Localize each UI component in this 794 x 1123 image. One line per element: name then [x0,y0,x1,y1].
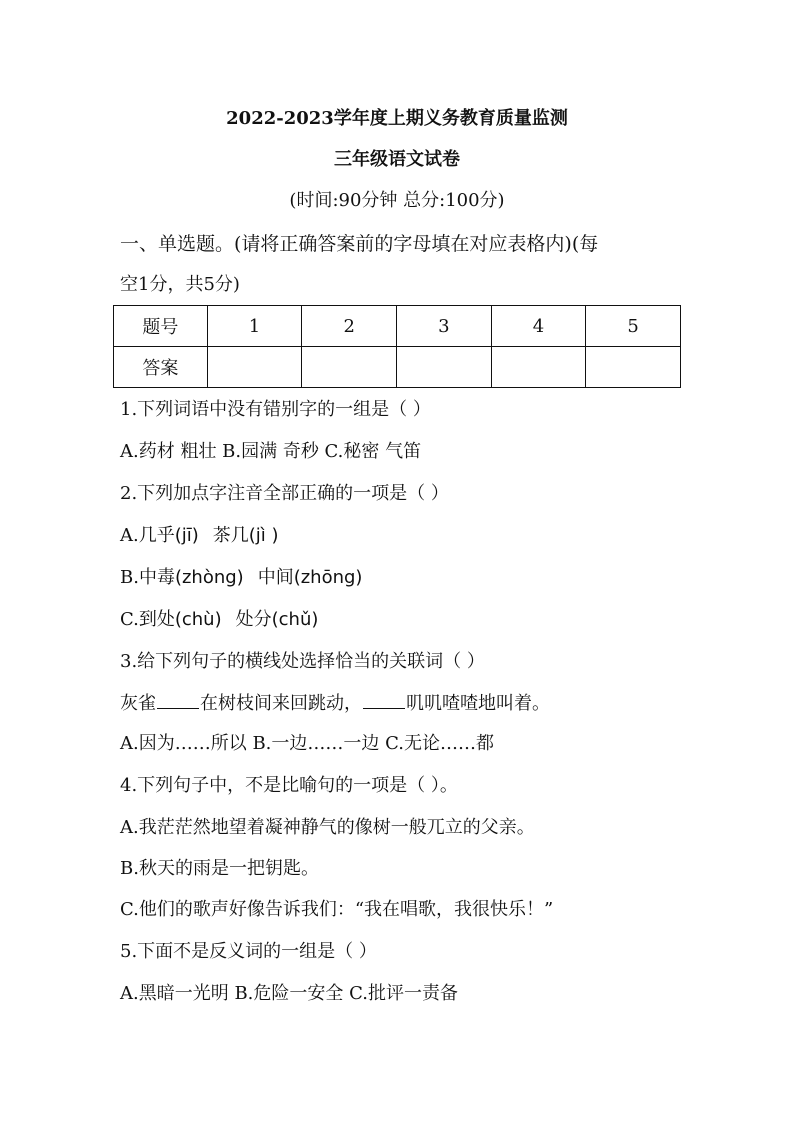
q2-stem: 2.下列加点字注音全部正确的一项是（ ） [120,483,449,504]
fill-blank[interactable] [157,690,199,709]
q3-sentence [120,690,690,716]
q1-options: A.药材 粗壮 B.园满 奇秒 C.秘密 气笛 [120,441,422,462]
question-number-cell: 4 [491,306,586,347]
pinyin: (zhòng) [174,567,244,588]
option-text: A.几乎 [120,525,175,546]
answer-cell[interactable] [586,347,681,388]
question-number-cell: 2 [302,306,397,347]
option-text: B.中毒 [120,567,175,588]
pinyin: (chǔ) [271,609,319,630]
question-number-cell: 3 [397,306,492,347]
option-text: 处分 [235,609,272,630]
exam-subtitle: 三年级语文试卷 [334,149,460,170]
sentence-text: 灰雀 [120,693,156,714]
table-row-label: 题号 [114,306,208,347]
answer-table [113,305,681,388]
answer-cell[interactable] [302,347,397,388]
question-number-cell: 5 [586,306,681,347]
pinyin: (jī) [174,525,199,546]
q2-option-b [120,566,690,590]
option-text: 中间 [257,567,294,588]
q2-option-c [120,608,690,632]
exam-info: (时间:90分钟 总分:100分) [289,190,505,211]
question-number-cell: 1 [207,306,302,347]
section-heading-line1: 一、单选题。(请将正确答案前的字母填在对应表格内)(每 [120,233,599,255]
q4-option-b: B.秋天的雨是一把钥匙。 [120,858,319,879]
table-row-label: 答案 [114,347,208,388]
section-heading-line2: 空1分，共5分) [120,274,240,295]
sentence-text: 在树枝间来回跳动， [200,693,362,714]
q5-options: A.黑暗一光明 B.危险一安全 C.批评一责备 [120,983,458,1004]
fill-blank[interactable] [363,690,405,709]
q1-stem: 1.下列词语中没有错别字的一组是（ ） [120,399,431,420]
q4-option-c: C.他们的歌声好像告诉我们：“我在唱歌，我很快乐！” [120,899,554,920]
q3-options: A.因为……所以 B.一边……一边 C.无论……都 [120,733,494,754]
q5-stem: 5.下面不是反义词的一组是（ ） [120,941,377,962]
table-row [114,306,681,347]
exam-title: 2022-2023学年度上期义务教育质量监测 [226,108,568,129]
q4-option-a: A.我茫茫然地望着凝神静气的像树一般兀立的父亲。 [120,817,535,838]
table-row [114,347,681,388]
q4-stem: 4.下列句子中，不是比喻句的一项是（ ）。 [120,775,458,796]
answer-cell[interactable] [207,347,302,388]
pinyin: (jì ) [248,525,279,546]
option-text: C.到处 [120,609,175,630]
q2-option-a [120,524,690,548]
q3-stem: 3.给下列句子的横线处选择恰当的关联词（ ） [120,651,485,672]
pinyin: (chù) [174,609,222,630]
answer-cell[interactable] [397,347,492,388]
answer-cell[interactable] [491,347,586,388]
option-text: 茶几 [212,525,249,546]
pinyin: (zhōng) [293,567,363,588]
sentence-text: 叽叽喳喳地叫着。 [406,693,550,714]
